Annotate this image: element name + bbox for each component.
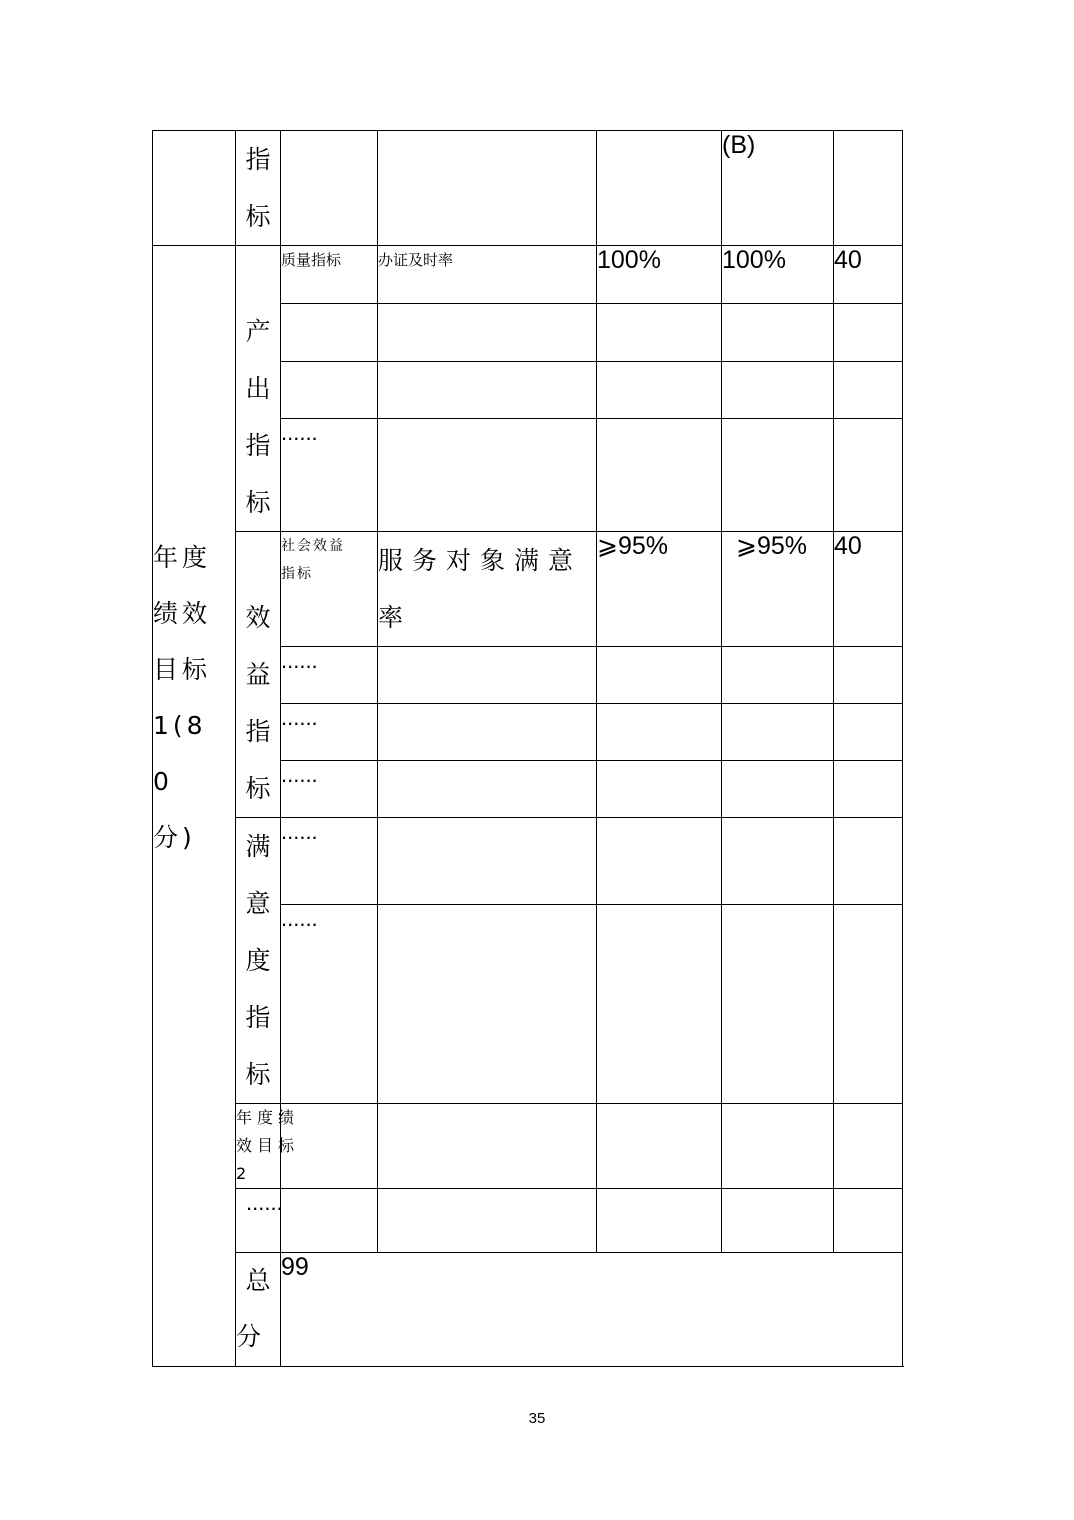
empty-cell bbox=[834, 1104, 903, 1189]
empty-cell bbox=[597, 704, 722, 761]
header-b-cell: (B) bbox=[722, 131, 834, 246]
performance-table bbox=[152, 130, 903, 1367]
benefit-ellipsis: ...... bbox=[281, 704, 378, 761]
page-number: 35 bbox=[528, 1410, 546, 1427]
more-goals-ellipsis: ...... bbox=[236, 1189, 281, 1253]
indicator-category-continued: 指 标 bbox=[236, 131, 281, 246]
empty-cell bbox=[597, 131, 722, 246]
empty-cell bbox=[834, 704, 903, 761]
empty-cell bbox=[597, 361, 722, 419]
quality-target: 100% bbox=[597, 246, 722, 304]
empty-cell bbox=[722, 818, 834, 905]
empty-cell bbox=[834, 647, 903, 704]
social-benefit-value: ⩾95% bbox=[722, 532, 834, 647]
empty-cell bbox=[378, 704, 597, 761]
empty-cell bbox=[834, 419, 903, 532]
total-score: 99 bbox=[281, 1253, 903, 1367]
empty-cell bbox=[378, 131, 597, 246]
empty-cell bbox=[597, 647, 722, 704]
empty-cell bbox=[378, 361, 597, 419]
empty-cell bbox=[722, 361, 834, 419]
empty-cell bbox=[597, 1104, 722, 1189]
quality-indicator-label: 质量指标 bbox=[281, 246, 378, 304]
empty-cell bbox=[722, 1189, 834, 1253]
empty-cell bbox=[834, 905, 903, 1104]
empty-cell bbox=[834, 361, 903, 419]
empty-cell bbox=[722, 1104, 834, 1189]
goal-2-label: 年度绩效目标2 bbox=[236, 1104, 281, 1189]
empty-cell bbox=[281, 131, 378, 246]
empty-cell bbox=[378, 419, 597, 532]
social-benefit-name: 服务对象满意率 bbox=[378, 532, 597, 647]
benefit-ellipsis: ...... bbox=[281, 647, 378, 704]
social-benefit-target: ⩾95% bbox=[597, 532, 722, 647]
empty-cell bbox=[378, 761, 597, 818]
total-label: 总 分 bbox=[236, 1253, 281, 1367]
empty-cell bbox=[281, 303, 378, 361]
empty-cell bbox=[281, 1189, 378, 1253]
empty-cell bbox=[378, 303, 597, 361]
empty-cell bbox=[722, 419, 834, 532]
empty-cell bbox=[378, 1189, 597, 1253]
empty-cell bbox=[722, 647, 834, 704]
empty-cell bbox=[834, 1189, 903, 1253]
benefit-indicator-label: 效 益 指 标 bbox=[236, 532, 281, 818]
empty-cell bbox=[722, 761, 834, 818]
benefit-ellipsis: ...... bbox=[281, 761, 378, 818]
empty-cell bbox=[722, 704, 834, 761]
empty-cell bbox=[597, 905, 722, 1104]
empty-cell bbox=[378, 647, 597, 704]
satisfaction-indicator-label: 满 意 度 指 标 bbox=[236, 818, 281, 1104]
empty-cell bbox=[834, 303, 903, 361]
empty-cell bbox=[597, 1189, 722, 1253]
quality-indicator-name: 办证及时率 bbox=[378, 246, 597, 304]
empty-cell bbox=[834, 131, 903, 246]
goal-1-label: 年度绩效目标1(80分) bbox=[153, 246, 236, 1367]
goal-cell-top bbox=[153, 131, 236, 246]
empty-cell bbox=[378, 1104, 597, 1189]
empty-cell bbox=[597, 419, 722, 532]
satisfaction-ellipsis: ...... bbox=[281, 905, 378, 1104]
empty-cell bbox=[834, 818, 903, 905]
quality-value: 100% bbox=[722, 246, 834, 304]
empty-cell bbox=[378, 905, 597, 1104]
empty-cell bbox=[722, 905, 834, 1104]
output-ellipsis: ...... bbox=[281, 419, 378, 532]
output-indicator-label: 产 出 指 标 bbox=[236, 246, 281, 532]
empty-cell bbox=[378, 818, 597, 905]
empty-cell bbox=[597, 303, 722, 361]
empty-cell bbox=[597, 761, 722, 818]
social-benefit-label: 社会效益指标 bbox=[281, 532, 378, 647]
quality-score: 40 bbox=[834, 246, 903, 304]
social-benefit-score: 40 bbox=[834, 532, 903, 647]
satisfaction-ellipsis: ...... bbox=[281, 818, 378, 905]
empty-cell bbox=[722, 303, 834, 361]
empty-cell bbox=[834, 761, 903, 818]
empty-cell bbox=[281, 361, 378, 419]
empty-cell bbox=[597, 818, 722, 905]
